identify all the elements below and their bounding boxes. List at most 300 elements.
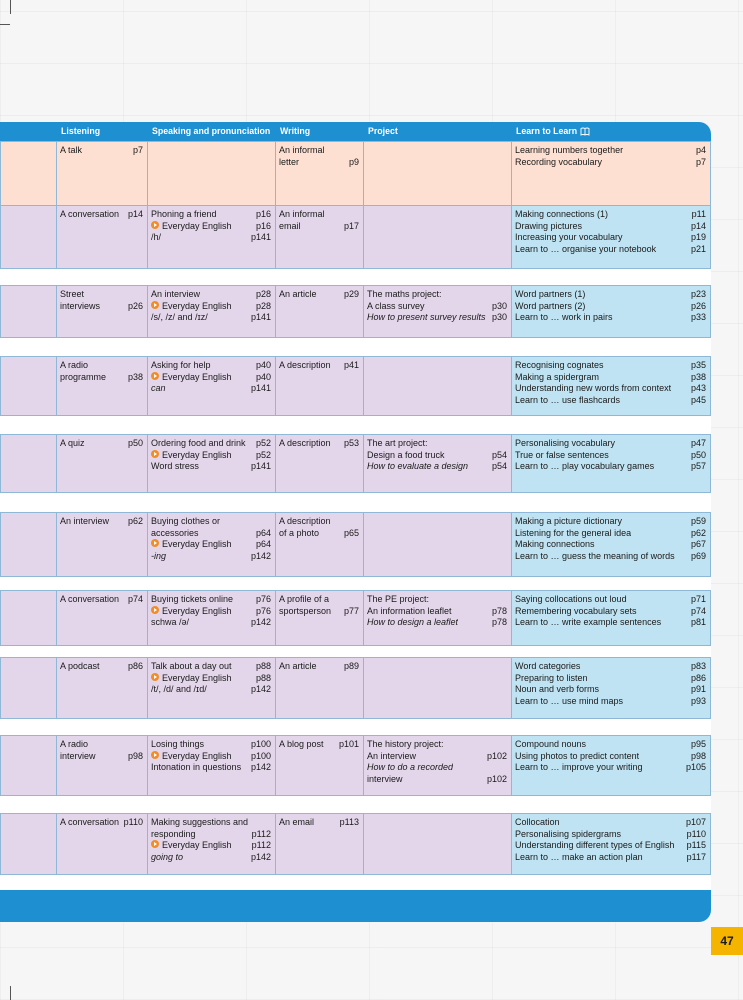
writing-cell	[276, 356, 364, 416]
entry-line	[148, 658, 275, 673]
entry-line	[148, 513, 275, 528]
entry-line	[148, 814, 275, 829]
page-ref: p76	[255, 605, 271, 616]
page-ref: p62	[690, 527, 706, 538]
entry-line	[512, 301, 710, 313]
entry-text: Learn to … organise your notebook	[515, 244, 657, 255]
page-ref: p28	[255, 300, 271, 311]
page-ref: p9	[348, 156, 359, 167]
page-ref: p100	[250, 739, 271, 749]
writing-cell	[276, 434, 364, 493]
page-ref: p45	[690, 395, 706, 406]
entry-text: A radio	[60, 360, 89, 370]
page-ref: p35	[690, 360, 706, 370]
writing-cell	[276, 590, 364, 646]
entry-line	[512, 606, 710, 618]
entry-line	[148, 221, 275, 233]
entry-text: The art project:	[367, 438, 428, 448]
writing-cell	[276, 141, 364, 208]
page-ref: p102	[486, 750, 507, 761]
page-ref: p88	[255, 672, 271, 683]
entry-line	[148, 301, 275, 313]
speaking-cell	[148, 434, 276, 493]
page-ref: p64	[255, 539, 271, 550]
page-ref: p21	[690, 244, 706, 255]
entry-line	[364, 617, 511, 629]
entry-text: A blog post	[279, 739, 324, 749]
page-ref: p142	[250, 551, 271, 562]
entry-line	[148, 461, 275, 473]
entry-text: Compound nouns	[515, 739, 587, 749]
entry-text: The PE project:	[367, 594, 430, 604]
entry-text: Word partners (2)	[515, 300, 586, 311]
learn-cell	[512, 141, 711, 208]
page-ref: p40	[255, 371, 271, 382]
entry-text: Collocation	[515, 817, 560, 827]
entry-line	[512, 157, 710, 169]
page-ref: p67	[690, 539, 706, 550]
page-ref: p14	[690, 220, 706, 231]
page-ref: p29	[343, 289, 359, 299]
entry-text: How to evaluate a design	[367, 461, 469, 472]
page-ref: p43	[690, 383, 706, 394]
listening-cell	[57, 434, 148, 493]
page-ref: p28	[255, 289, 271, 299]
entry-line	[57, 658, 147, 673]
entry-line	[512, 751, 710, 763]
entry-line	[276, 658, 363, 673]
page-ref: p17	[343, 220, 359, 231]
entry-text: Word stress	[151, 461, 199, 472]
page-ref	[356, 516, 359, 528]
entry-line	[364, 591, 511, 606]
entry-line	[148, 840, 275, 852]
speaking-cell	[148, 813, 276, 875]
page-ref: p7	[695, 156, 706, 167]
entry-line	[148, 450, 275, 462]
page-ref: p41	[343, 360, 359, 370]
page-ref: p50	[690, 449, 706, 460]
play-icon	[151, 539, 159, 547]
page-ref: p14	[127, 209, 143, 219]
entry-line	[512, 461, 710, 473]
entry-text: A conversation	[60, 817, 120, 827]
entry-line	[57, 206, 147, 221]
entry-text: interview	[367, 774, 403, 785]
entry-text: An email	[279, 817, 315, 827]
entry-line	[512, 840, 710, 852]
entry-line	[512, 286, 710, 301]
entry-line	[276, 142, 363, 157]
entry-text: letter	[279, 156, 300, 167]
entry-text: A description	[279, 438, 331, 448]
page-ref: p52	[255, 449, 271, 460]
entry-line	[148, 673, 275, 685]
entry-text: Everyday English	[162, 840, 232, 851]
page-ref: p142	[250, 617, 271, 628]
learn-cell	[512, 434, 711, 493]
page-ref	[268, 516, 271, 528]
entry-text: Using photos to predict content	[515, 750, 640, 761]
entry-line	[148, 617, 275, 629]
entry-text: Everyday English	[162, 449, 232, 460]
page-ref: p98	[127, 750, 143, 761]
entry-line	[57, 372, 147, 384]
entry-line	[148, 312, 275, 324]
page-ref: p141	[250, 232, 271, 243]
entry-line	[276, 435, 363, 450]
entry-text: Street	[60, 289, 85, 299]
entry-text: Preparing to listen	[515, 672, 588, 683]
entry-text: Talk about a day out	[151, 661, 232, 671]
page-ref: p38	[127, 371, 143, 382]
page-ref	[356, 594, 359, 606]
entry-text: sportsperson	[279, 605, 332, 616]
listening-cell	[57, 141, 148, 208]
table-header	[0, 122, 711, 141]
page-ref: p57	[690, 461, 706, 472]
play-icon	[151, 301, 159, 309]
entry-text: Everyday English	[162, 672, 232, 683]
page-ref: p115	[686, 840, 706, 851]
page-ref: p47	[690, 438, 706, 448]
unit-cell	[0, 205, 57, 269]
project-cell	[364, 434, 512, 493]
entry-text: Making connections	[515, 539, 595, 550]
page-ref: p77	[343, 605, 359, 616]
entry-text: -ing	[151, 551, 167, 562]
page-ref: p64	[255, 527, 271, 538]
entry-text: /t/, /d/ and /ɪd/	[151, 684, 207, 695]
entry-line	[148, 383, 275, 395]
entry-line	[148, 539, 275, 551]
entry-text: Buying clothes or	[151, 516, 221, 526]
project-cell	[364, 813, 512, 875]
entry-text: Recording vocabulary	[515, 156, 603, 167]
page-ref: p142	[250, 684, 271, 695]
entry-line	[512, 852, 710, 864]
crop-mark	[0, 24, 10, 25]
entry-line	[57, 142, 147, 157]
entry-text: A quiz	[60, 438, 85, 448]
entry-line	[57, 286, 147, 301]
entry-line	[512, 673, 710, 685]
entry-text: Learning numbers together	[515, 145, 624, 155]
entry-line	[276, 357, 363, 372]
entry-text: /s/, /z/ and /ɪz/	[151, 312, 208, 323]
page-ref	[356, 145, 359, 157]
crop-mark	[10, 0, 11, 14]
entry-text: A conversation	[60, 594, 120, 604]
entry-line	[148, 435, 275, 450]
entry-text: An article	[279, 289, 317, 299]
page-ref: p40	[255, 360, 271, 370]
unit-cell	[0, 590, 57, 646]
learn-cell	[512, 285, 711, 338]
entry-text: Everyday English	[162, 371, 232, 382]
entry-text: Learn to … guess the meaning of words	[515, 551, 675, 562]
entry-text: Buying tickets online	[151, 594, 234, 604]
speaking-cell	[148, 590, 276, 646]
entry-line	[512, 684, 710, 696]
speaking-cell	[148, 141, 276, 208]
entry-line	[364, 461, 511, 473]
entry-text: Making a picture dictionary	[515, 516, 623, 526]
entry-line	[512, 221, 710, 233]
page-ref: p101	[338, 739, 359, 749]
page-ref	[504, 739, 507, 751]
page-ref: p81	[690, 617, 706, 628]
entry-line	[57, 751, 147, 763]
page-ref: p16	[255, 209, 271, 219]
page-ref: p98	[690, 750, 706, 761]
header-learn: Learn to Learn	[516, 122, 590, 141]
entry-text: A profile of a	[279, 594, 330, 604]
play-icon	[151, 606, 159, 614]
play-icon	[151, 450, 159, 458]
page-ref: p23	[690, 289, 706, 299]
page-ref: p91	[690, 684, 706, 695]
entry-text: can	[151, 383, 166, 394]
entry-line	[276, 606, 363, 618]
entry-line	[276, 157, 363, 169]
entry-line	[276, 221, 363, 233]
entry-text: Making suggestions and	[151, 817, 249, 827]
page-ref: p141	[250, 383, 271, 394]
project-cell	[364, 590, 512, 646]
entry-text: How to design a leaflet	[367, 617, 459, 628]
entry-line	[148, 206, 275, 221]
writing-cell	[276, 285, 364, 338]
writing-cell	[276, 735, 364, 796]
entry-line	[364, 435, 511, 450]
entry-line	[364, 450, 511, 462]
page-ref: p4	[695, 145, 706, 155]
entry-line	[276, 736, 363, 751]
entry-text: Making connections (1)	[515, 209, 609, 219]
page-ref	[268, 817, 271, 829]
page-ref: p112	[251, 840, 271, 851]
entry-text: Saying collocations out loud	[515, 594, 627, 604]
page-ref: p83	[690, 661, 706, 671]
page-ref: p26	[690, 300, 706, 311]
entry-text: Learn to … use flashcards	[515, 395, 621, 406]
entry-text: An informal	[279, 145, 325, 155]
page-ref: p69	[690, 551, 706, 562]
speaking-cell	[148, 205, 276, 269]
entry-line	[512, 357, 710, 372]
entry-line	[512, 513, 710, 528]
page-ref: p30	[491, 300, 507, 311]
entry-text: An informal	[279, 209, 325, 219]
entry-text: Personalising spidergrams	[515, 828, 622, 839]
page-ref: p95	[690, 739, 706, 749]
entry-text: A class survey	[367, 300, 425, 311]
entry-text: A radio	[60, 739, 89, 749]
entry-text: Learn to … improve your writing	[515, 762, 643, 773]
speaking-cell	[148, 285, 276, 338]
entry-text: Everyday English	[162, 605, 232, 616]
entry-line	[512, 762, 710, 774]
page-ref: p113	[339, 817, 359, 827]
page-ref: p26	[127, 300, 143, 311]
entry-line	[512, 658, 710, 673]
page-ref: p78	[491, 605, 507, 616]
page-ref	[356, 209, 359, 221]
listening-cell	[57, 735, 148, 796]
entry-text: Intonation in questions	[151, 762, 242, 773]
page-ref: p117	[686, 852, 706, 863]
listening-cell	[57, 512, 148, 577]
header-listening: Listening	[61, 126, 101, 136]
entry-line	[148, 551, 275, 563]
entry-text: email	[279, 220, 301, 231]
page-ref	[504, 289, 507, 301]
learn-cell	[512, 657, 711, 719]
page-ref: p76	[255, 594, 271, 604]
page-ref: p7	[132, 145, 143, 155]
entry-text: An interview	[367, 750, 417, 761]
entry-line	[512, 383, 710, 395]
entry-line	[364, 301, 511, 313]
page-ref: p107	[685, 817, 706, 827]
entry-line	[512, 696, 710, 708]
entry-line	[512, 395, 710, 407]
entry-line	[148, 852, 275, 864]
entry-line	[364, 736, 511, 751]
entry-line	[57, 357, 147, 372]
page-ref: p71	[690, 594, 706, 604]
entry-text: Drawing pictures	[515, 220, 583, 231]
learn-cell	[512, 590, 711, 646]
entry-line	[57, 513, 147, 528]
entry-text: A description	[279, 360, 331, 370]
entry-line	[276, 206, 363, 221]
entry-line	[148, 528, 275, 540]
entry-line	[57, 736, 147, 751]
entry-line	[512, 551, 710, 563]
entry-line	[512, 829, 710, 841]
entry-line	[148, 357, 275, 372]
page-ref: p105	[685, 762, 706, 773]
page-ref: p33	[690, 312, 706, 323]
entry-text: Word partners (1)	[515, 289, 586, 299]
entry-text: Word categories	[515, 661, 581, 671]
entry-text: The history project:	[367, 739, 444, 749]
entry-text: going to	[151, 852, 184, 863]
entry-text: responding	[151, 828, 196, 839]
entry-text: A description	[279, 516, 331, 526]
project-cell	[364, 205, 512, 269]
page-ref: p16	[255, 220, 271, 231]
listening-cell	[57, 205, 148, 269]
page-ref: p54	[491, 461, 507, 472]
page-ref: p86	[690, 672, 706, 683]
entry-text: A talk	[60, 145, 83, 155]
entry-line	[148, 829, 275, 841]
page-ref: p86	[127, 661, 143, 671]
unit-cell	[0, 356, 57, 416]
page-number: 47	[711, 927, 743, 955]
entry-text: accessories	[151, 527, 199, 538]
entry-text: interview	[60, 750, 96, 761]
page-ref: p88	[255, 661, 271, 671]
entry-line	[148, 591, 275, 606]
entry-line	[148, 751, 275, 763]
play-icon	[151, 751, 159, 759]
page-ref	[504, 762, 507, 774]
entry-line	[364, 774, 511, 786]
speaking-cell	[148, 735, 276, 796]
page-ref: p38	[690, 371, 706, 382]
entry-text: How to do a recorded	[367, 762, 454, 773]
page-ref	[140, 289, 143, 301]
entry-line	[364, 286, 511, 301]
entry-text: Listening for the general idea	[515, 527, 632, 538]
entry-text: A podcast	[60, 661, 100, 671]
listening-cell	[57, 285, 148, 338]
learn-cell	[512, 512, 711, 577]
entry-line	[276, 286, 363, 301]
entry-line	[57, 591, 147, 606]
entry-text: of a photo	[279, 527, 320, 538]
listening-cell	[57, 813, 148, 875]
speaking-cell	[148, 512, 276, 577]
page-ref: p11	[691, 209, 706, 219]
entry-text: /h/	[151, 232, 162, 243]
entry-line	[276, 591, 363, 606]
entry-line	[512, 232, 710, 244]
page-ref: p19	[690, 232, 706, 243]
entry-text: Losing things	[151, 739, 205, 749]
project-cell	[364, 657, 512, 719]
entry-text: schwa /ə/	[151, 617, 190, 628]
writing-cell	[276, 657, 364, 719]
page-ref	[140, 360, 143, 372]
entry-line	[57, 301, 147, 313]
entry-line	[512, 435, 710, 450]
entry-line	[148, 372, 275, 384]
page-ref: p93	[690, 696, 706, 707]
page-ref: p110	[686, 828, 706, 839]
entry-line	[364, 312, 511, 324]
learn-cell	[512, 735, 711, 796]
page-ref: p102	[486, 774, 507, 785]
entry-text: Learn to … use mind maps	[515, 696, 624, 707]
play-icon	[151, 372, 159, 380]
learn-cell	[512, 356, 711, 416]
entry-line	[512, 814, 710, 829]
entry-line	[512, 244, 710, 256]
entry-text: Understanding new words from context	[515, 383, 672, 394]
unit-cell	[0, 285, 57, 338]
entry-line	[512, 617, 710, 629]
play-icon	[151, 840, 159, 848]
entry-line	[512, 539, 710, 551]
entry-line	[512, 372, 710, 384]
page-ref: p53	[343, 438, 359, 448]
entry-text: Everyday English	[162, 300, 232, 311]
entry-text: Ordering food and drink	[151, 438, 246, 448]
page-ref: p112	[251, 828, 271, 839]
entry-text: Phoning a friend	[151, 209, 217, 219]
entry-text: Learn to … work in pairs	[515, 312, 613, 323]
project-cell	[364, 512, 512, 577]
unit-cell	[0, 657, 57, 719]
entry-text: interviews	[60, 300, 101, 311]
entry-text: Learn to … write example sentences	[515, 617, 662, 628]
entry-text: Asking for help	[151, 360, 211, 370]
